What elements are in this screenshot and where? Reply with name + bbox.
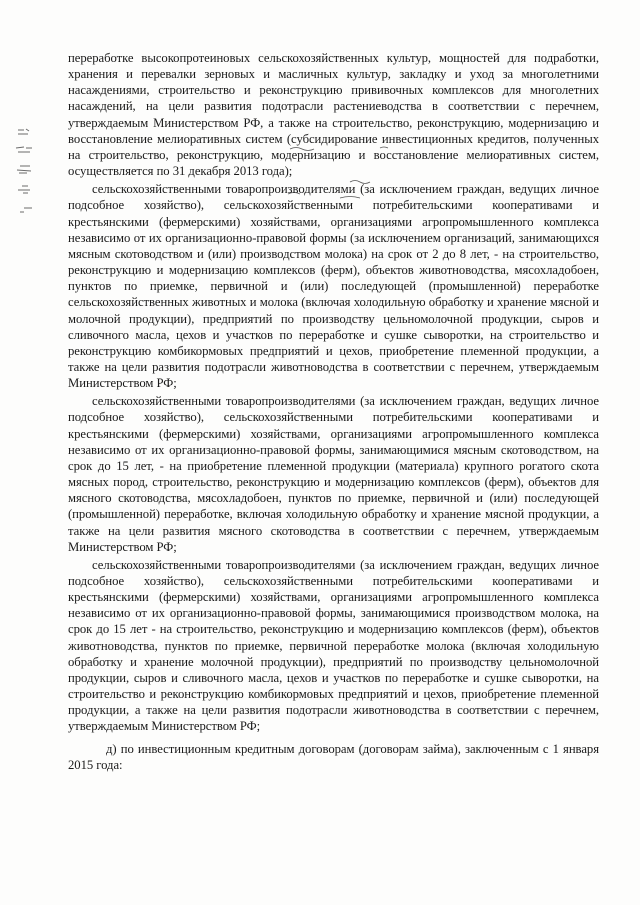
paragraph-livestock-loans: сельскохозяйственными товаропроизводителями (за исключением граждан, ведущих личное подсобное хозяйство), сельскохозяйственными потребительскими кооперативами и крестьянскими (фермерскими) хозяйствами, организациями агропромышленного комплекса независимо от их организационно-правовой формы (за исключением организаций, занимающихся мясным скотоводством и (или) производством молока) на срок от 2 до 8 лет, - на строительство, реконструкцию и модернизацию комплексов (ферм), объектов животноводства, мясохладобоен, пунктов по приемке, первичной и (или) последующей (промышленной) переработке сельскохозяйственных животных и молока (включая холодильную обработку и хранение мясной и молочной продукции), предприятий по производству цельномолочной продукции, сыров и сливочного масла, цехов и участков по переработке и сушке сыворотки, на строительство и реконструкцию комбикормовых предприятий и цехов, приобретение племенной продукции, а также на цели развития подотрасли животноводства в соответствии с перечнем, утверждаемым Министерством РФ;	[68, 182, 599, 391]
paragraph-item-d: д) по инвестиционным кредитным договорам (договорам займа), заключенным с 1 января 2015 года:	[68, 741, 599, 772]
document-body	[68, 50, 599, 775]
paragraph-beef-cattle-loans: сельскохозяйственными товаропроизводителями (за исключением граждан, ведущих личное подсобное хозяйство), сельскохозяйственными потребительскими кооперативами и крестьянскими (фермерскими) хозяйствами, организациями агропромышленного комплекса независимо от их организационно-правовой формы, занимающимися мясным скотоводством, на срок до 15 лет, - на приобретение племенной продукции (материала) крупного рогатого скота мясных пород, строительство, реконструкцию и модернизацию комплексов (ферм), объектов для мясного скотоводства, мясохладобоен, пунктов по приемке, первичной и (или) последующей (промышленной) переработке, включая холодильную обработку и хранение мясной продукции, а также на цели развития мясного скотоводства в соответствии с перечнем, утверждаемым Министерством РФ;	[68, 394, 599, 554]
paragraph-dairy-loans: сельскохозяйственными товаропроизводителями (за исключением граждан, ведущих личное подсобное хозяйство), сельскохозяйственными потребительскими кооперативами и крестьянскими (фермерскими) хозяйствами, организациями агропромышленного комплекса независимо от их организационно-правовой формы, занимающимися производством молока, на срок до 15 лет - на строительство, реконструкцию и модернизацию комплексов (ферм), объектов животноводства, пунктов по приемке, первичной переработке молока (включая холодильную обработку и хранение молочной продукции), предприятий по производству цельномолочной продукции, сыров и сливочного масла, цехов и участков по переработке и сушке сыворотки, на строительство и реконструкцию комбикормовых предприятий и цехов, приобретение племенной продукции, а также на цели развития подотрасли животноводства в соответствии с перечнем, утверждаемым Министерством РФ;	[68, 557, 599, 734]
paragraph-crop-investment: переработке высокопротеиновых сельскохозяйственных культур, мощностей для подработки, хранения и перевалки зерновых и масличных культур, закладку и уход за многолетними насаждениями, строительство и реконструкцию прививочных комплексов для многолетних насаждений, на цели развития подотрасли растениеводства в соответствии с перечнем, утверждаемым Министерством РФ, а также на строительство, реконструкцию, модернизацию и восстановление мелиоративных систем (субсидирование инвестиционных кредитов, полученных на строительство, реконструкцию, модернизацию и восстановление мелиоративных систем, осуществляется по 31 декабря 2013 года);	[68, 51, 599, 179]
margin-scan-marks	[14, 126, 54, 216]
